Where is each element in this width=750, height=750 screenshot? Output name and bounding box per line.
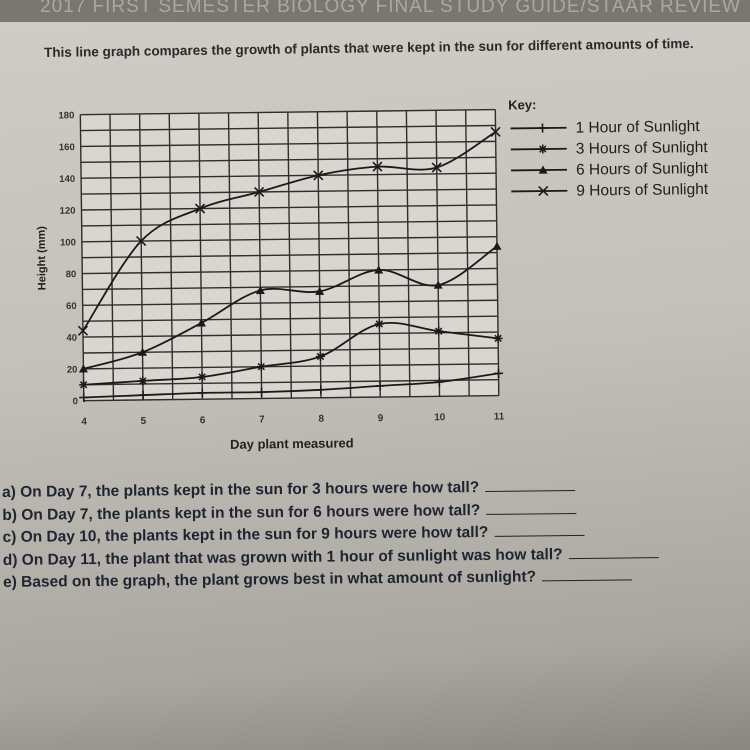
legend-line [511, 191, 567, 192]
data-point [538, 144, 547, 153]
answer-blank[interactable] [485, 478, 575, 492]
question-c: c) On Day 10, the plants kept in the sun for 9 hours were how tall? [2, 519, 742, 549]
question-d: d) On Day 11, the plant that was grown with 1 hour of sunlight was how tall? [3, 542, 743, 572]
x-tick-label: 6 [199, 415, 206, 427]
x-tick-label: 5 [140, 415, 147, 427]
y-tick-label: 80 [65, 269, 77, 281]
answer-blank[interactable] [542, 567, 632, 581]
question-list [2, 474, 743, 594]
question-a: a) On Day 7, the plants kept in the sun for 3 hours were how tall? [2, 474, 742, 504]
legend-label: 9 Hours of Sunlight [576, 181, 709, 200]
x-tick-label: 11 [493, 411, 505, 423]
answer-blank[interactable] [494, 523, 584, 537]
y-tick-label: 40 [66, 332, 78, 344]
x-tick-label: 8 [318, 413, 325, 425]
x-tick-label: 9 [377, 412, 384, 425]
intro-text: This line graph compares the growth of plants that were kept in the sun for different amounts of time. [44, 35, 694, 60]
answer-blank[interactable] [486, 500, 576, 514]
legend-item [511, 139, 709, 158]
legend-label: 6 Hours of Sunlight [575, 160, 708, 179]
answer-blank[interactable] [568, 545, 658, 559]
x-tick-label: 4 [81, 416, 87, 428]
header-title: 2017 FIRST SEMESTER BIOLOGY FINAL STUDY GUIDE/STAAR REVIEW [40, 0, 741, 17]
y-tick-label: 20 [66, 364, 78, 376]
chart-body [34, 95, 712, 454]
y-tick-label: 0 [72, 396, 78, 408]
y-tick-label: 100 [59, 237, 76, 249]
legend-line [511, 170, 567, 171]
legend-item [511, 160, 709, 179]
data-point [538, 123, 547, 132]
legend-label: 3 Hours of Sunlight [575, 139, 708, 158]
y-tick-label: 160 [58, 142, 75, 154]
y-tick-label: 140 [59, 173, 76, 185]
legend-item [511, 181, 709, 200]
question-e: e) Based on the graph, the plant grows best in what amount of sunlight? [3, 564, 743, 594]
question-b: b) On Day 7, the plants kept in the sun for 6 hours were how tall? [2, 497, 742, 527]
x-axis-label: Day plant measured [230, 435, 354, 452]
y-axis-label: Height (mm) [35, 225, 49, 291]
y-tick-label: 180 [58, 110, 75, 122]
y-tick-label: 120 [59, 205, 76, 217]
y-tick-label: 60 [66, 300, 77, 313]
x-tick-label: 7 [259, 414, 265, 426]
x-tick-label: 10 [434, 412, 446, 424]
legend [508, 95, 709, 200]
legend-title: Key: [508, 97, 537, 113]
legend-label: 1 Hour of Sunlight [575, 118, 700, 137]
legend-item [510, 118, 700, 137]
